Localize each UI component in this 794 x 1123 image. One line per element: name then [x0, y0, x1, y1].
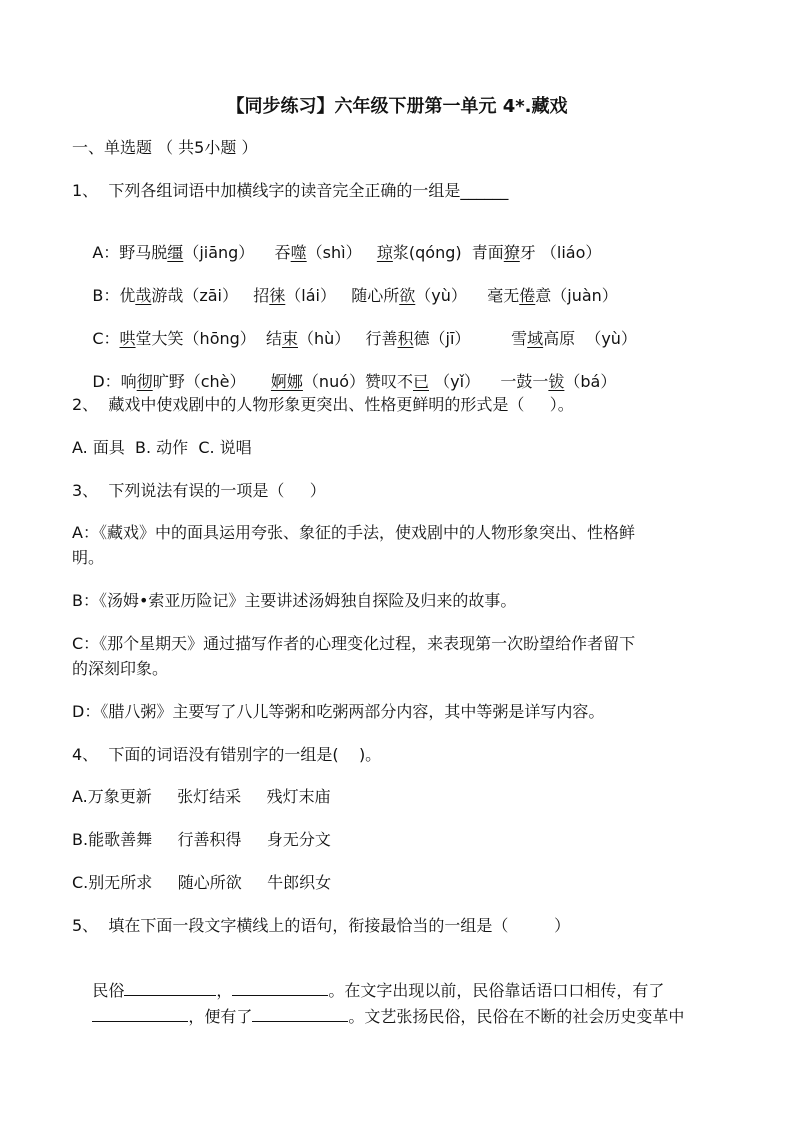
passage-text: 。在文字出现以前，民俗靠话语口口相传，有了	[328, 981, 665, 1000]
option-text: （shì）	[306, 243, 377, 262]
question-4-option-b: B.能歌善舞 行善积得 身无分文	[72, 830, 331, 849]
underlined-char: 琼	[376, 243, 393, 262]
page-title: 【同步练习】六年级下册第一单元 4*.藏戏	[226, 96, 568, 117]
question-3-option-a: A：《藏戏》中的面具运用夸张、象征的手法，使戏剧中的人物形象突出、性格鲜	[72, 523, 635, 542]
underlined-char: 徕	[269, 286, 286, 305]
underlined-char: 积	[397, 329, 414, 348]
option-text: C：	[92, 329, 120, 348]
option-text: （lái） 随心所	[285, 286, 400, 305]
option-text: 浆(qóng) 青面	[392, 243, 504, 262]
underlined-char: 噬	[290, 243, 307, 262]
underlined-char: 已	[413, 372, 430, 391]
question-3-option-c: C：《那个星期天》通过描写作者的心理变化过程，来表现第一次盼望给作者留下	[72, 634, 636, 653]
underlined-char: 钹	[548, 372, 565, 391]
underlined-char: 彻	[136, 372, 153, 391]
option-text: （jiāng） 吞	[183, 243, 291, 262]
question-4-stem: 4、 下面的词语没有错别字的一组是( )。	[72, 745, 382, 764]
underlined-char: 域	[527, 329, 544, 348]
underlined-char: 倦	[519, 286, 536, 305]
question-2-options: A. 面具 B. 动作 C. 说唱	[72, 438, 252, 457]
passage-text: 。文艺张扬民俗，民俗在不断的社会历史变革中	[348, 1007, 685, 1026]
option-text: B：优	[92, 286, 136, 305]
question-3-stem: 3、 下列说法有误的一项是（ ）	[72, 481, 326, 500]
option-text: 游哉（zāi） 招	[151, 286, 270, 305]
question-1-stem: 1、 下列各组词语中加横线字的读音完全正确的一组是______	[72, 181, 509, 200]
option-text: 牙 （liáo）	[519, 243, 602, 262]
underlined-char: 哉	[135, 286, 152, 305]
underlined-char: 獠	[503, 243, 520, 262]
question-3-option-d: D：《腊八粥》主要写了八儿等粥和吃粥两部分内容，其中等粥是详写内容。	[72, 702, 605, 721]
question-3-option-b: B：《汤姆•索亚历险记》主要讲述汤姆独自探险及归来的故事。	[72, 591, 517, 610]
underlined-char: 缰	[167, 243, 184, 262]
option-text: （yǐ） 一鼓一	[429, 372, 549, 391]
option-text: A：野马脱	[92, 243, 168, 262]
question-4-option-c: C.别无所求 随心所欲 牛郎织女	[72, 873, 332, 892]
option-text: （bá）	[564, 372, 617, 391]
option-text: （hù） 行善	[297, 329, 398, 348]
question-5-passage-line-2	[72, 985, 684, 1047]
question-3-option-c-cont: 的深刻印象。	[72, 659, 169, 678]
underlined-char: 婀娜	[270, 372, 303, 391]
option-text: 旷野（chè）	[152, 372, 271, 391]
passage-text: 民俗	[92, 981, 125, 1000]
passage-text: ，便有了	[188, 1007, 253, 1026]
option-text: （nuó）赞叹不	[302, 372, 413, 391]
question-5-stem: 5、 填在下面一段文字横线上的语句，衔接最恰当的一组是（ ）	[72, 916, 571, 935]
fill-blank[interactable]	[252, 1005, 348, 1022]
underlined-char: 束	[281, 329, 298, 348]
option-text: （yù） 毫无	[415, 286, 520, 305]
question-4-option-a: A.万象更新 张灯结采 残灯末庙	[72, 787, 331, 806]
option-text: 堂大笑（hōng） 结	[135, 329, 282, 348]
option-text: D：响	[92, 372, 137, 391]
underlined-char: 哄	[119, 329, 136, 348]
section-heading: 一、单选题 （ 共5小题 ）	[72, 138, 258, 157]
option-text: 意（juàn）	[535, 286, 618, 305]
question-3-option-a-cont: 明。	[72, 548, 105, 567]
passage-text: ，	[216, 981, 233, 1000]
option-text: 高原 （yù）	[543, 329, 637, 348]
underlined-char: 欲	[399, 286, 416, 305]
fill-blank[interactable]	[92, 1005, 188, 1022]
question-2-stem: 2、 藏戏中使戏剧中的人物形象更突出、性格更鲜明的形式是（ ）。	[72, 395, 574, 414]
option-text: 德（jī） 雪	[413, 329, 528, 348]
